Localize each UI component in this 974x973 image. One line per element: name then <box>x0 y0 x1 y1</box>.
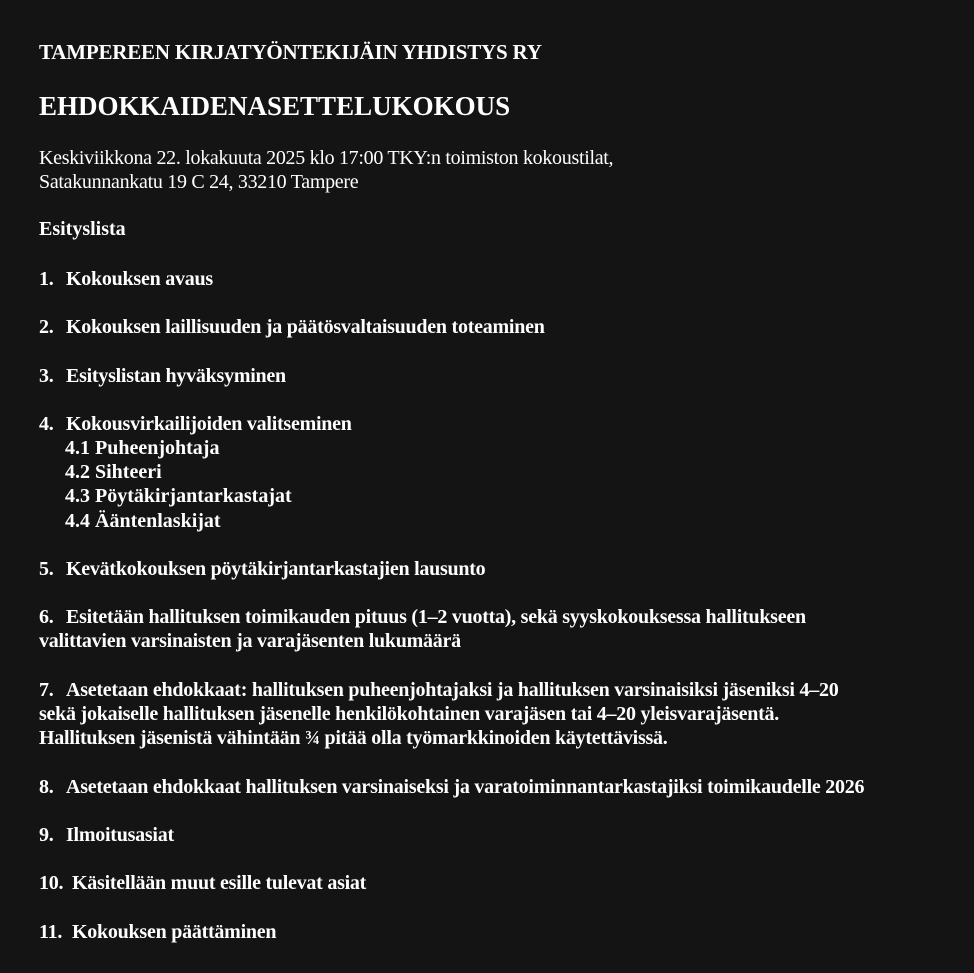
agenda-item-text-continued: valittavien varsinaisten ja varajäsenten lukumäärä <box>39 630 461 652</box>
agenda-item-number: 3. <box>39 365 54 387</box>
meeting-info <box>39 146 613 194</box>
agenda-item <box>39 364 286 388</box>
agenda-heading: Esityslista <box>39 218 126 240</box>
agenda-item-text-continued: sekä jokaiselle hallituksen jäsenelle henkilökohtainen varajäsen tai 4–20 yleisvarajäsentä. <box>39 703 780 725</box>
agenda-item-number: 10. <box>39 872 64 894</box>
meeting-address: Satakunnankatu 19 C 24, 33210 Tampere <box>39 171 359 193</box>
agenda-item-text: Asetetaan ehdokkaat: hallituksen puheenjohtajaksi ja hallituksen varsinaisiksi jäseniksi 4–20 <box>66 679 839 701</box>
agenda-item-number: 8. <box>39 776 54 798</box>
agenda-item <box>39 775 864 799</box>
agenda-item-text: Esitetään hallituksen toimikauden pituus (1–2 vuotta), sekä syyskokouksessa hallitukseen <box>66 606 806 628</box>
agenda-item <box>39 267 213 291</box>
agenda-item-number: 11. <box>39 921 63 943</box>
agenda-item-text: Kevätkokouksen pöytäkirjantarkastajien lausunto <box>66 558 486 580</box>
document-title: EHDOKKAIDENASETTELUKOKOUS <box>39 91 511 121</box>
agenda-item <box>39 920 276 944</box>
agenda-item <box>39 315 545 339</box>
agenda-item <box>39 412 352 436</box>
agenda-item-number: 4. <box>39 413 54 435</box>
agenda-item <box>39 557 485 581</box>
agenda-item <box>39 871 366 895</box>
agenda-item-number: 6. <box>39 606 54 628</box>
agenda-item-text: Esityslistan hyväksyminen <box>66 365 286 387</box>
organization-name: TAMPEREEN KIRJATYÖNTEKIJÄIN YHDISTYS RY <box>39 40 542 64</box>
agenda-subitem: 4.2 Sihteeri <box>65 461 162 483</box>
agenda-item-number: 9. <box>39 824 54 846</box>
agenda-subitem: 4.3 Pöytäkirjantarkastajat <box>65 485 292 507</box>
agenda-subitem: 4.1 Puheenjohtaja <box>65 437 220 459</box>
agenda-item-text: Ilmoitusasiat <box>66 824 174 846</box>
agenda-item-text: Kokouksen laillisuuden ja päätösvaltaisuuden toteaminen <box>66 316 545 338</box>
agenda-item-text: Asetetaan ehdokkaat hallituksen varsinaiseksi ja varatoiminnantarkastajiksi toimikaudelle 2026 <box>66 776 865 798</box>
agenda-item-text: Käsitellään muut esille tulevat asiat <box>72 872 367 894</box>
agenda-item-number: 5. <box>39 558 54 580</box>
agenda-item-number: 2. <box>39 316 54 338</box>
agenda-item-text-continued: Hallituksen jäsenistä vähintään ¾ pitää olla työmarkkinoiden käytettävissä. <box>39 727 668 749</box>
agenda-item-text: Kokouksen päättäminen <box>72 921 277 943</box>
agenda-item-text: Kokousvirkailijoiden valitseminen <box>66 413 352 435</box>
meeting-date-time-place: Keskiviikkona 22. lokakuuta 2025 klo 17:00 TKY:n toimiston kokoustilat, <box>39 147 614 169</box>
agenda-subitem: 4.4 Ääntenlaskijat <box>65 510 221 532</box>
agenda-item <box>39 678 838 750</box>
agenda-item-number: 7. <box>39 679 54 701</box>
agenda-item <box>39 823 174 847</box>
agenda-item <box>39 605 806 653</box>
agenda-item-number: 1. <box>39 268 54 290</box>
agenda-item-text: Kokouksen avaus <box>66 268 213 290</box>
